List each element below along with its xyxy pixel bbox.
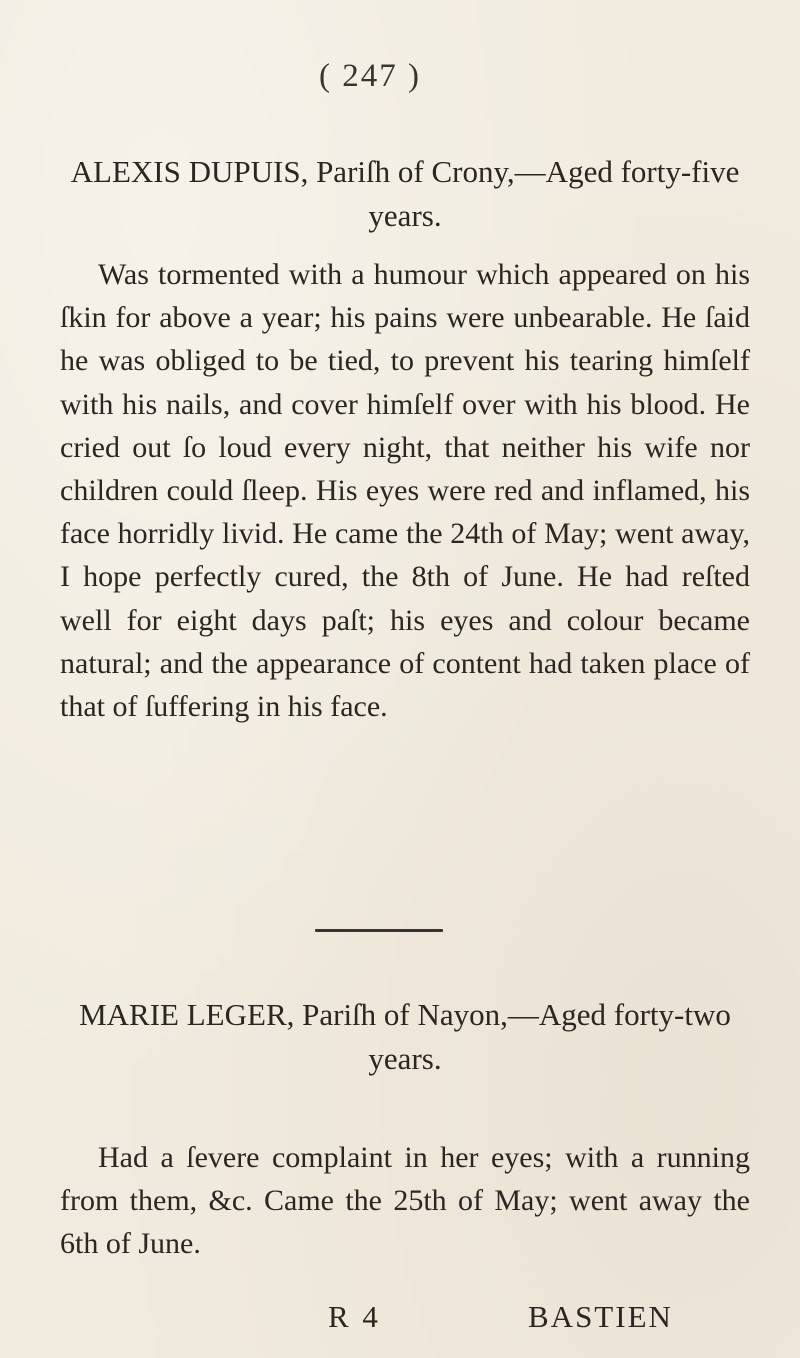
entry-marie-leger-body — [60, 1136, 750, 1266]
entry-heading: MARIE LEGER, Pariſh of Nayon,—Aged forty-two years. — [79, 997, 731, 1076]
section-divider — [315, 929, 443, 932]
entry-marie-leger — [60, 993, 750, 1081]
entry-alexis-dupuis-body — [60, 253, 750, 728]
catchword: BASTIEN — [528, 1299, 673, 1334]
entry-body — [60, 253, 750, 728]
entry-heading: ALEXIS DUPUIS, Pariſh of Crony,—Aged forty-five years. — [70, 154, 740, 233]
entry-paragraph: Had a ſevere complaint in her eyes; with a running from them, &c. Came the 25th of May; went away the 6th of June. — [60, 1141, 750, 1261]
entry-alexis-dupuis — [60, 150, 750, 238]
entry-body — [60, 1136, 750, 1266]
page-footer — [0, 1299, 800, 1343]
entry-paragraph: Was tormented with a humour which appeared on his ſkin for above a year; his pains were unbearable. He ſaid he was obliged to be tied, to prevent his tearing himſelf with his nails, and cover himſelf over with his blood. He cried out ſo loud every night, that neither his wife nor children could ſleep. His eyes were red and inflamed, his face horridly livid. He came the 24th of May; went away, I hope perfectly cured, the 8th of June. He had reſted well for eight days paſt; his eyes and colour became natural; and the appearance of content had taken place of that of ſuffering in his face. — [60, 258, 750, 724]
page-number: ( 247 ) — [319, 58, 421, 94]
signature-mark: R 4 — [328, 1299, 381, 1334]
